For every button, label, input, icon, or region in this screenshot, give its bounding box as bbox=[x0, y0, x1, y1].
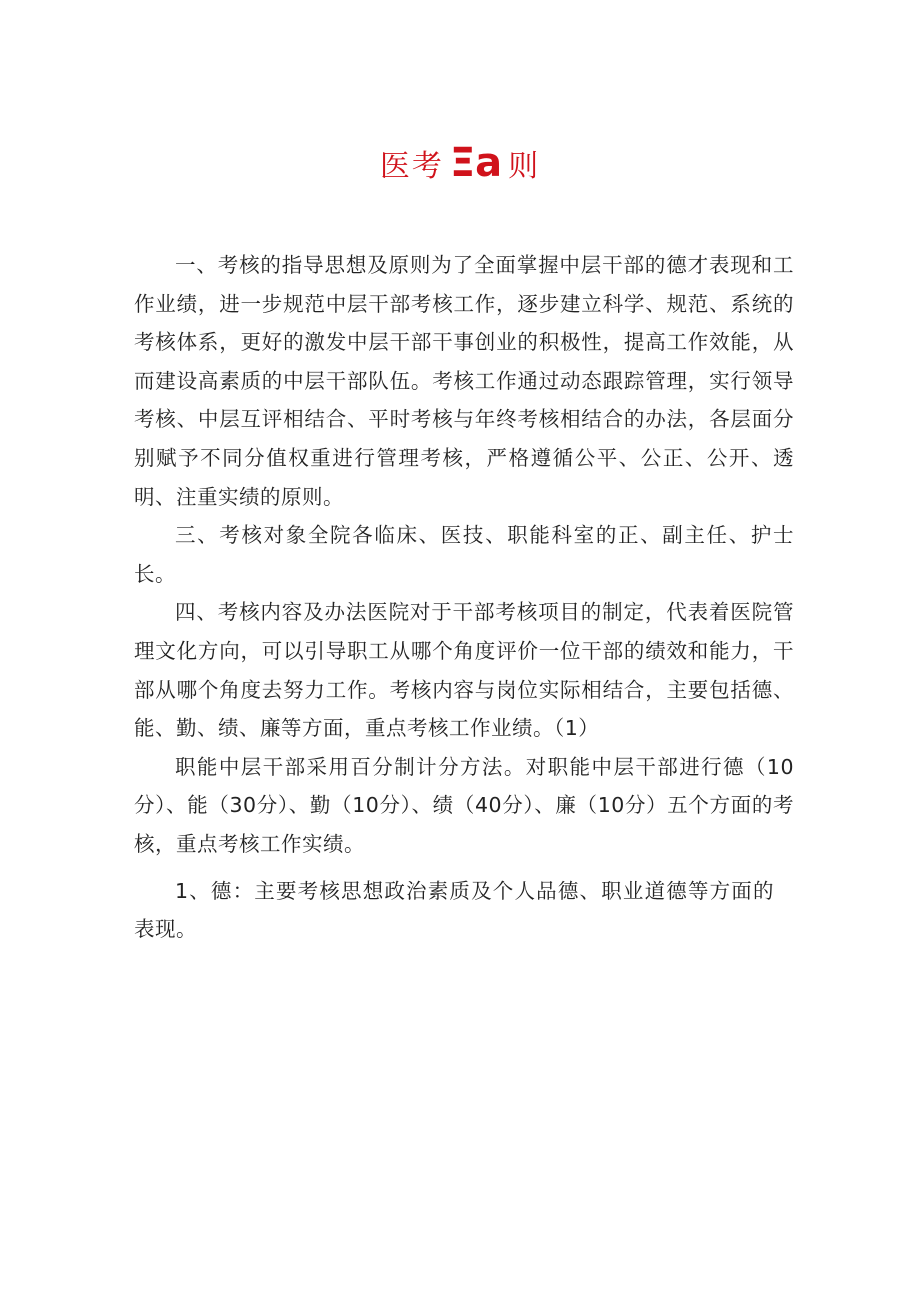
paragraph-principles: 一、考核的指导思想及原则为了全面掌握中层干部的德才表现和工作业绩，进一步规范中层干部考核工作，逐步建立科学、规范、系统的考核体系，更好的激发中层干部干事创业的积极性，提高工作效能，从而建设高素质的中层干部队伍。考核工作通过动态跟踪管理，实行领导考核、中层互评相结合、平时考核与年终考核相结合的办法，各层面分别赋予不同分值权重进行管理考核，严格遵循公平、公正、公开、透明、注重实绩的原则。 bbox=[134, 253, 794, 509]
paragraph-assessment-targets: 三、考核对象全院各临床、医技、职能科室的正、副主任、护士长。 bbox=[134, 523, 794, 586]
document-title bbox=[0, 138, 920, 192]
title-part-1: 医考 bbox=[379, 149, 444, 184]
title-part-2: Ξa bbox=[449, 140, 503, 186]
paragraph-virtue-item: 1、德：主要考核思想政治素质及个人品德、职业道德等方面的表现。 bbox=[134, 878, 774, 942]
paragraph-assessment-content: 四、考核内容及办法医院对于干部考核项目的制定，代表着医院管理文化方向，可以引导职工从哪个角度评价一位干部的绩效和能力，干部从哪个角度去努力工作。考核内容与岗位实际相结合，主要包括德、能、勤、绩、廉等方面，重点考核工作业绩。（1） bbox=[134, 600, 794, 741]
title-part-3: 则 bbox=[508, 149, 541, 184]
paragraph-scoring-method: 职能中层干部采用百分制计分方法。对职能中层干部进行德（10分）、能（30分）、勤（10分）、绩（40分）、廉（10分）五个方面的考核，重点考核工作实绩。 bbox=[134, 754, 794, 856]
document-body bbox=[134, 246, 794, 949]
